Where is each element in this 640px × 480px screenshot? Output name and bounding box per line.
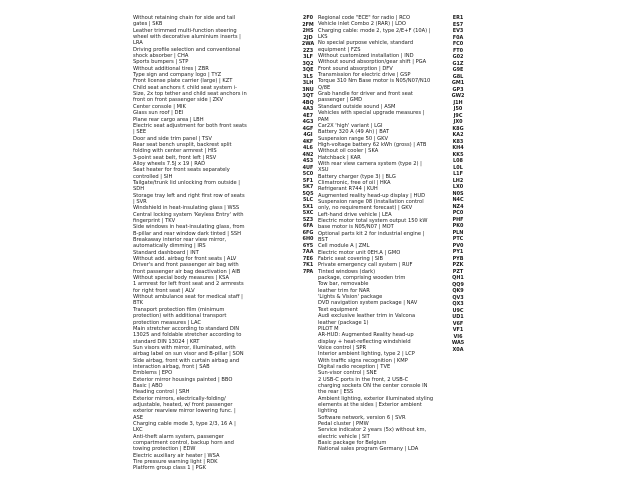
- option-description-line: Augmented reality head-up display | HUD: [318, 192, 426, 199]
- option-description-line: elements at the sides | Exterior ambient: [318, 401, 422, 408]
- option-code: 2WA: [301, 41, 315, 47]
- option-description-line: Suspension range 50 | GKV: [318, 135, 389, 142]
- option-description-line: Tire pressure warning light | RDK: [133, 459, 218, 466]
- option-description-line: Leather trimmed multi-function steering: [133, 27, 237, 34]
- option-code: 4A3: [302, 106, 314, 112]
- option-description-line: BST: [318, 237, 328, 244]
- option-code: 7E6: [302, 255, 314, 262]
- option-description-line: Without additional tires | ZBR: [133, 65, 209, 72]
- option-code: WA5: [451, 340, 465, 346]
- option-description-line: towing protection | EDW: [133, 446, 196, 453]
- option-description-line: gates | SKB: [133, 21, 163, 28]
- option-code: 5K7: [302, 184, 314, 190]
- option-description-line: base motor is N05/N07 | MOT: [318, 224, 394, 231]
- option-description-line: Sun visors with mirror, illuminated, with: [133, 344, 236, 351]
- option-description-line: Main stretcher according to standard DIN: [133, 325, 240, 332]
- option-description-line: Standard outside sound | ASM: [318, 103, 396, 110]
- option-code: 3LH: [302, 80, 314, 86]
- option-description-line: Grab handle for driver and front seat: [318, 91, 413, 98]
- option-description-line: Exterior mirror housings painted | BBO: [133, 376, 233, 383]
- option-code: 3QT: [302, 93, 314, 99]
- option-code: QV3: [452, 294, 464, 301]
- option-description-line: Climatronic, free of oil | HKA: [318, 179, 391, 186]
- option-code: L1F: [453, 171, 463, 177]
- option-description-line: protection) with additional transport: [133, 313, 227, 320]
- option-code: 5Z3: [302, 216, 314, 223]
- option-description-line: equipment | FZS: [318, 46, 361, 53]
- option-code: PZT: [452, 268, 464, 275]
- option-description-line: SDH: [133, 186, 145, 193]
- option-description-line: Type sign and company logo | TYZ: [133, 72, 222, 79]
- option-description-line: Glass sun roof | DEI: [133, 110, 184, 117]
- option-code: U9C: [452, 307, 464, 314]
- option-description-line: Fabric seat covering | SIB: [318, 256, 384, 263]
- option-code: G1Z: [452, 60, 464, 67]
- option-code: PZK: [452, 262, 464, 268]
- option-code: 4GI: [303, 132, 313, 138]
- equipment-codes-left: [297, 15, 319, 275]
- option-description-line: Transmission for electric drive | GSP: [318, 72, 411, 79]
- option-description-line: Without customized installation | IND: [318, 53, 414, 60]
- option-description-line: Rear seat bench unsplit, backrest split: [133, 141, 232, 148]
- option-code: 7AA: [302, 249, 314, 255]
- option-description-line: With traffic signs recognition | KMP: [318, 357, 408, 364]
- option-description-line: Electric auxiliary air heater | WSA: [133, 452, 220, 459]
- option-description-line: LKC: [133, 427, 143, 434]
- option-code: 7K1: [302, 262, 314, 268]
- option-description-line: Interior ambient lighting, type 2 | LCP: [318, 351, 415, 358]
- option-description-line: Sports bumpers | STP: [133, 59, 189, 66]
- option-code: 4UF: [302, 164, 314, 171]
- option-description-line: LKS: [318, 34, 328, 41]
- option-description-line: ASE: [133, 414, 144, 421]
- option-code: PYB: [452, 255, 464, 262]
- option-code: UD1: [452, 314, 464, 320]
- option-description-line: Alloy wheels 7.5J x 19 | RAD: [133, 160, 206, 167]
- option-description-line: Size, 2x top tether and child seat anchors in: [133, 91, 247, 98]
- option-description-line: Front license plate carrier (large) | KZT: [133, 78, 233, 85]
- option-code: NZ4: [452, 203, 464, 210]
- option-description-line: Digital radio reception | TVE: [318, 363, 391, 370]
- option-description-line: Driver's and front passenger air bag with: [133, 262, 239, 269]
- option-description-line: compartment control, backup horn and: [133, 440, 234, 447]
- option-description-line: Central locking system 'Keyless Entry' with: [133, 211, 244, 218]
- option-description-line: controlled | SIH: [133, 173, 173, 180]
- option-description-line: PILOT M: [318, 325, 339, 332]
- option-description-line: 13025 and foldable stretcher according to: [133, 332, 242, 339]
- option-description-line: Electric motor total system output 150 kW: [318, 218, 428, 224]
- option-code: 5F1: [302, 177, 314, 184]
- option-description-line: Optional parts kit 2 for industrial engine |: [318, 230, 425, 237]
- option-code: 5X1: [302, 203, 314, 210]
- equipment-descriptions-left: [133, 15, 273, 472]
- option-code: J9C: [453, 112, 463, 119]
- option-description-line: Breakaway interior rear view mirror,: [133, 237, 227, 244]
- option-code: 5XC: [302, 210, 314, 216]
- option-description-line: Vehicles with special upgrade measures |: [318, 110, 425, 117]
- option-code: 4KF: [302, 138, 314, 145]
- option-description-line: | SEE: [133, 129, 147, 136]
- option-description-line: XSU: [318, 167, 329, 174]
- option-description-line: Anti-theft alarm system, passenger: [133, 433, 224, 440]
- option-code: 4GF: [302, 125, 314, 132]
- option-description-line: interaction airbag, front | SAB: [133, 363, 210, 370]
- option-code: QK9: [452, 288, 464, 294]
- option-code: KK5: [452, 151, 464, 158]
- option-description-line: Emblems | EPO: [133, 370, 173, 377]
- option-description-line: electric vehicle | SIT: [318, 433, 370, 440]
- option-description-line: Center console | MIK: [133, 103, 186, 110]
- option-description-line: Voice control | SPR: [318, 344, 367, 351]
- option-description-line: front passenger air bag deactivation | AIB: [133, 268, 241, 275]
- option-description-line: Without retaining chain for side and tail: [133, 15, 236, 21]
- option-code: 2FM: [302, 21, 314, 28]
- option-description-line: Tinted windows (dark): [318, 268, 376, 275]
- option-description-line: | SVR: [133, 198, 147, 205]
- option-code: L0L: [453, 164, 463, 171]
- option-description-line: Heading control | SRH: [133, 389, 190, 396]
- option-description-line: With rear view camera system (type 2) |: [318, 160, 422, 167]
- option-description-line: Tow bar, removable: [318, 281, 369, 288]
- option-description-line: Audi exclusive leather trim in Valcona: [318, 313, 416, 320]
- option-description-line: Service indicator 2 years (5x) without km,: [318, 427, 427, 434]
- option-description-line: lighting: [318, 408, 338, 415]
- option-code: GP3: [452, 86, 464, 93]
- option-description-line: BTK: [133, 300, 144, 307]
- option-code: 4N2: [302, 151, 314, 158]
- option-code: K8G: [452, 125, 464, 132]
- option-code: N4C: [452, 197, 464, 203]
- option-description-line: Suspension range 08 (installation control: [318, 198, 424, 205]
- option-description-line: leather (package 1): [318, 319, 369, 326]
- option-description-line: Torque 310 Nm Base motor is N05/N07/N10: [318, 78, 431, 85]
- option-description-line: Door and side trim panel | TSV: [133, 135, 212, 142]
- option-description-line: Sun-visor control | SNE: [318, 370, 377, 377]
- option-description-line: Standard dashboard | INT: [133, 249, 199, 256]
- option-code: 6H0: [302, 236, 314, 242]
- option-code: 4G3: [302, 119, 314, 125]
- option-code: G8L: [452, 73, 464, 80]
- option-description-line: leather trim for NAR: [318, 287, 370, 294]
- option-description-line: Battery charger (type 3) | BLG: [318, 173, 396, 180]
- option-description-line: No special purpose vehicle, standard: [318, 40, 414, 47]
- option-description-line: Driving profile selection and conventional: [133, 46, 241, 53]
- option-description-line: automatically dimming | IRS: [133, 243, 206, 250]
- option-code: EV3: [452, 28, 464, 34]
- option-code: 2JD: [303, 34, 313, 41]
- option-description-line: Charging cable mode 3, type 2/3, 16 A |: [133, 421, 236, 427]
- option-code: 5LC: [302, 197, 314, 203]
- option-code: ER1: [452, 15, 464, 21]
- option-code: 2F0: [302, 15, 314, 21]
- option-description-line: Regional code "ECE" for radio | RCO: [318, 15, 411, 21]
- option-code: 7PA: [302, 268, 314, 275]
- option-description-line: Private emergency call system | RUF: [318, 262, 413, 269]
- option-code: 3QE: [302, 67, 314, 73]
- option-description-line: Basic | ABO: [133, 382, 163, 389]
- option-code: LH2: [452, 177, 464, 184]
- option-description-line: Front sound absorption | DFV: [318, 65, 393, 72]
- option-code: QH1: [452, 275, 464, 281]
- option-code: QQ9: [452, 281, 464, 288]
- option-description-line: 2 USB-C ports in the front, 2 USB-C: [318, 376, 409, 383]
- option-code: 5Q5: [302, 190, 314, 197]
- option-code: GW2: [451, 93, 465, 99]
- option-code: 5C0: [302, 171, 314, 177]
- option-code: 3L5: [303, 73, 313, 80]
- option-code: V6F: [452, 320, 464, 327]
- option-description-line: National sales program Germany | LDA: [318, 446, 419, 453]
- option-description-line: Battery 320 A (49 Ah) | BAT: [318, 129, 390, 136]
- option-code: KH4: [452, 145, 464, 151]
- option-description-line: Left-hand drive vehicle | LEA: [318, 211, 392, 218]
- option-description-line: 3-point seat belt, front left | RSV: [133, 154, 217, 161]
- option-description-line: Storage tray left and right first row of seats: [133, 192, 245, 199]
- option-description-line: standard DIN 13024 | KRT: [133, 338, 200, 345]
- option-description-line: Side airbag, front with curtain airbag and: [133, 357, 240, 364]
- option-description-line: Q/8E: [318, 84, 331, 91]
- equipment-descriptions-right: [318, 15, 443, 453]
- option-description-line: Windshield in heat-insulating glass | WSS: [133, 205, 240, 212]
- option-description-line: Car2X 'high' variant | LGI: [318, 122, 383, 129]
- option-code: 4BQ: [302, 99, 314, 106]
- option-description-line: High-voltage battery 62 kWh (gross) | ATB: [318, 141, 427, 148]
- option-code: 2HS: [302, 28, 314, 34]
- option-code: J1H: [453, 99, 463, 106]
- option-description-line: charging sockets ON the center console IN: [318, 382, 428, 389]
- option-description-line: Cell module A | ZML: [318, 243, 370, 250]
- option-code: PK0: [452, 223, 464, 229]
- option-description-line: DVD navigation system package | NAV: [318, 300, 418, 307]
- option-code: 3NU: [302, 86, 314, 93]
- option-description-line: Basic package for Belgium: [318, 440, 387, 447]
- option-description-line: AR-HUD: Augmented Reality head-up: [318, 332, 414, 339]
- option-code: PTC: [452, 236, 464, 242]
- option-description-line: Ambient lighting, exterior illuminated styling: [318, 395, 434, 402]
- option-code: 2Z3: [302, 47, 314, 54]
- option-description-line: folding with center armrest | HIS: [133, 148, 217, 155]
- option-code: FT0: [452, 47, 464, 54]
- option-description-line: Hatchback | KAR: [318, 154, 361, 161]
- option-code: L08: [453, 158, 463, 164]
- option-code: LX0: [452, 184, 464, 190]
- option-description-line: 1 armrest for left front seat and 2 armrests: [133, 281, 244, 288]
- option-description-line: Plane rear cargo area | LBH: [133, 116, 204, 123]
- option-description-line: Platform group class 1 | PGK: [133, 465, 206, 472]
- option-description-line: Refrigerant R744 | KUH: [318, 186, 378, 193]
- option-code: F0A: [452, 34, 464, 41]
- option-code: G02: [452, 54, 464, 60]
- option-code: 4S3: [302, 158, 314, 164]
- option-description-line: Transport protection film (minimum: [133, 306, 225, 313]
- option-description-line: Pedal cluster | PMW: [318, 421, 369, 427]
- option-description-line: airbag label on sun visor and B-pillar | SON: [133, 351, 244, 358]
- option-description-line: Without sound absorption/gear shift | PGA: [318, 59, 427, 66]
- option-description-line: Without ambulance seat for medical staff |: [133, 294, 243, 301]
- option-description-line: adjustable, heated, w/ front passenger: [133, 401, 233, 408]
- option-description-line: Seat heater for front seats separately: [133, 167, 230, 174]
- option-code: JX0: [453, 119, 463, 125]
- option-code: N0S: [452, 190, 464, 197]
- option-description-line: Exterior mirrors, electrically-folding/: [133, 395, 226, 402]
- option-code: 6FG: [302, 229, 314, 236]
- option-code: PY1: [452, 249, 464, 255]
- option-code: KA2: [452, 132, 464, 138]
- option-code: 3Q2: [302, 60, 314, 67]
- equipment-codes-right: [447, 15, 469, 353]
- option-code: PHF: [452, 216, 464, 223]
- option-description-line: front on front passenger side | ZKV: [133, 97, 224, 104]
- option-code: 3LF: [303, 54, 313, 60]
- option-code: 4E7: [302, 112, 314, 119]
- option-description-line: Text equipment: [318, 306, 358, 313]
- option-description-line: Software network, version 6 | SVR: [318, 414, 406, 421]
- option-description-line: passenger | GMD: [318, 97, 363, 104]
- option-code: VF1: [452, 327, 464, 333]
- option-code: J50: [453, 106, 463, 112]
- option-code: PC0: [452, 210, 464, 216]
- option-description-line: Vehicle inlet Combo 2 (RAR) | LDO: [318, 21, 406, 28]
- option-code: 6Y5: [302, 242, 314, 249]
- option-description-line: Without add. airbag for front seats | ALV: [133, 256, 237, 263]
- option-code: GM1: [451, 80, 465, 86]
- option-code: PV0: [452, 242, 464, 249]
- option-description-line: display + heat-reflecting windshield: [318, 338, 411, 345]
- option-code: X0A: [452, 346, 464, 353]
- option-description-line: Electric seat adjustment for both front seats: [133, 122, 247, 129]
- option-description-line: fingerprint | TKV: [133, 218, 176, 224]
- option-code: 4L6: [303, 145, 313, 151]
- option-description-line: only, no requirement forecast) | GKV: [318, 205, 413, 212]
- option-description-line: Side windows in heat-insulating glass, from: [133, 224, 245, 231]
- option-description-line: protection measures | LAC: [133, 319, 201, 326]
- option-code: QX3: [452, 301, 464, 307]
- option-code: FC0: [452, 41, 464, 47]
- option-description-line: package, comprising wooden trim: [318, 275, 406, 282]
- option-description-line: the rear | ESS: [318, 389, 354, 396]
- option-code: VI6: [453, 333, 463, 340]
- option-description-line: for right front seat | ALV: [133, 287, 195, 294]
- option-code: G9E: [452, 67, 464, 73]
- option-description-line: Charging cable: mode 2, type 2/E+F (10A) |: [318, 27, 431, 34]
- option-description-line: PAM: [318, 116, 329, 123]
- option-description-line: B-pillar and rear window dark tinted | SSH: [133, 230, 242, 237]
- option-description-line: Electric motor unit 0EH.A | GMO: [318, 249, 401, 256]
- option-description-line: Tailgate/trunk lid unlocking from outside |: [133, 179, 241, 186]
- option-code: 6FA: [303, 223, 313, 229]
- option-description-line: 'Lights & Vision' package: [318, 294, 383, 301]
- option-code: K83: [452, 138, 464, 145]
- option-description-line: exterior rearview mirror lowering func. |: [133, 408, 236, 415]
- option-description-line: wheel with decorative aluminium inserts |: [133, 34, 241, 41]
- option-description-line: LRA: [133, 40, 143, 47]
- option-code: PLN: [452, 229, 464, 236]
- option-code: ES7: [452, 21, 464, 28]
- option-description-line: Without oil cooler | SKA: [318, 148, 379, 155]
- option-description-line: Without special body measures | KSA: [133, 275, 229, 282]
- option-description-line: Child seat anchors f. child seat system i-: [133, 84, 237, 91]
- option-description-line: shock absorber | CHA: [133, 53, 189, 60]
